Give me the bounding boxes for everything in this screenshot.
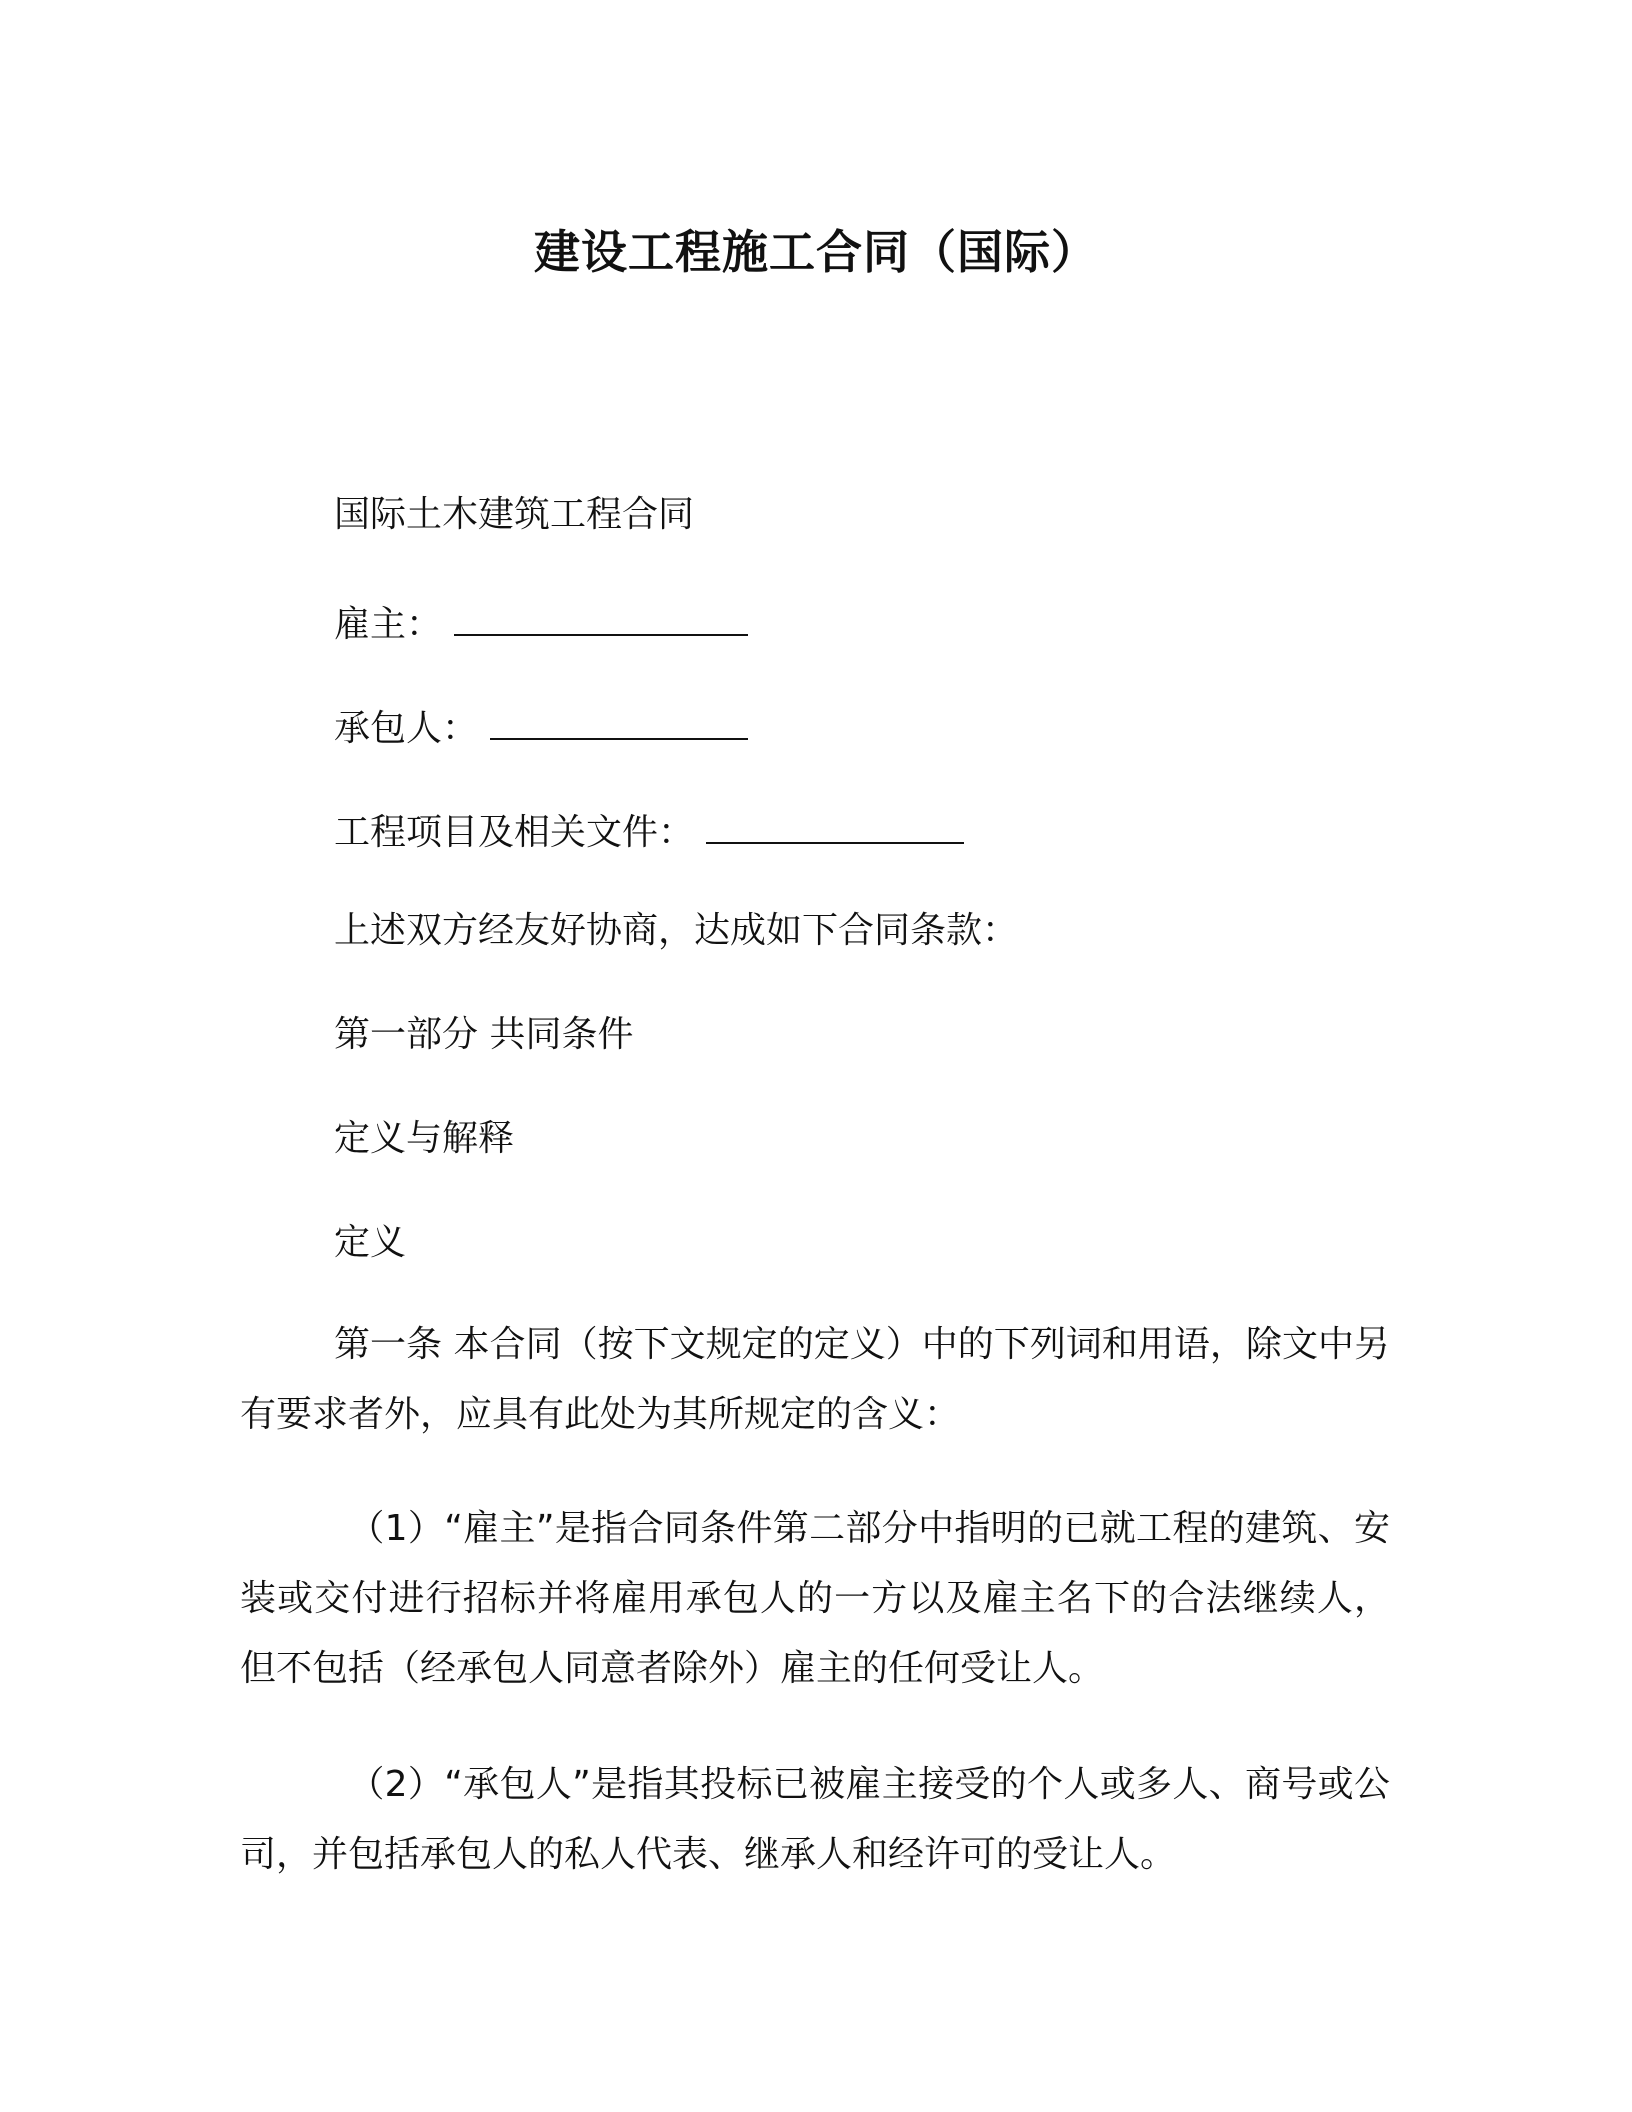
project-line [334,802,964,858]
clause-1-text: （1）“雇主”是指合同条件第二部分中指明的已就工程的建筑、安装或交付进行招标并将雇用承包人的一方以及雇主名下的合法继续人，但不包括（经承包人同意者除外）雇主的任何受让人。 [240,1508,1390,1689]
contractor-line [334,698,748,754]
part-heading: 第一部分 共同条件 [334,1014,634,1055]
section-heading: 定义与解释 [334,1118,515,1159]
clause-1 [240,1494,1390,1704]
subsection-heading: 定义 [334,1222,407,1263]
project-label: 工程项目及相关文件： [334,812,695,853]
employer-line [334,594,748,650]
document-title: 建设工程施工合同（国际） [534,225,1098,279]
project-blank [706,802,964,844]
contractor-label: 承包人： [334,708,479,749]
clause-2-text: （2）“承包人”是指其投标已被雇主接受的个人或多人、商号或公司，并包括承包人的私人代表、继承人和经许可的受让人。 [240,1764,1390,1875]
agreement-intro: 上述双方经友好协商，达成如下合同条款： [334,910,1019,951]
employer-blank [454,594,748,636]
contract-subtitle: 国际土木建筑工程合同 [334,494,695,535]
clause-2 [240,1750,1390,1890]
article-1-text: 第一条 本合同（按下文规定的定义）中的下列词和用语，除文中另有要求者外，应具有此处为其所规定的含义： [240,1324,1390,1435]
employer-label: 雇主： [334,604,443,645]
article-1 [240,1310,1390,1450]
contractor-blank [490,698,748,740]
